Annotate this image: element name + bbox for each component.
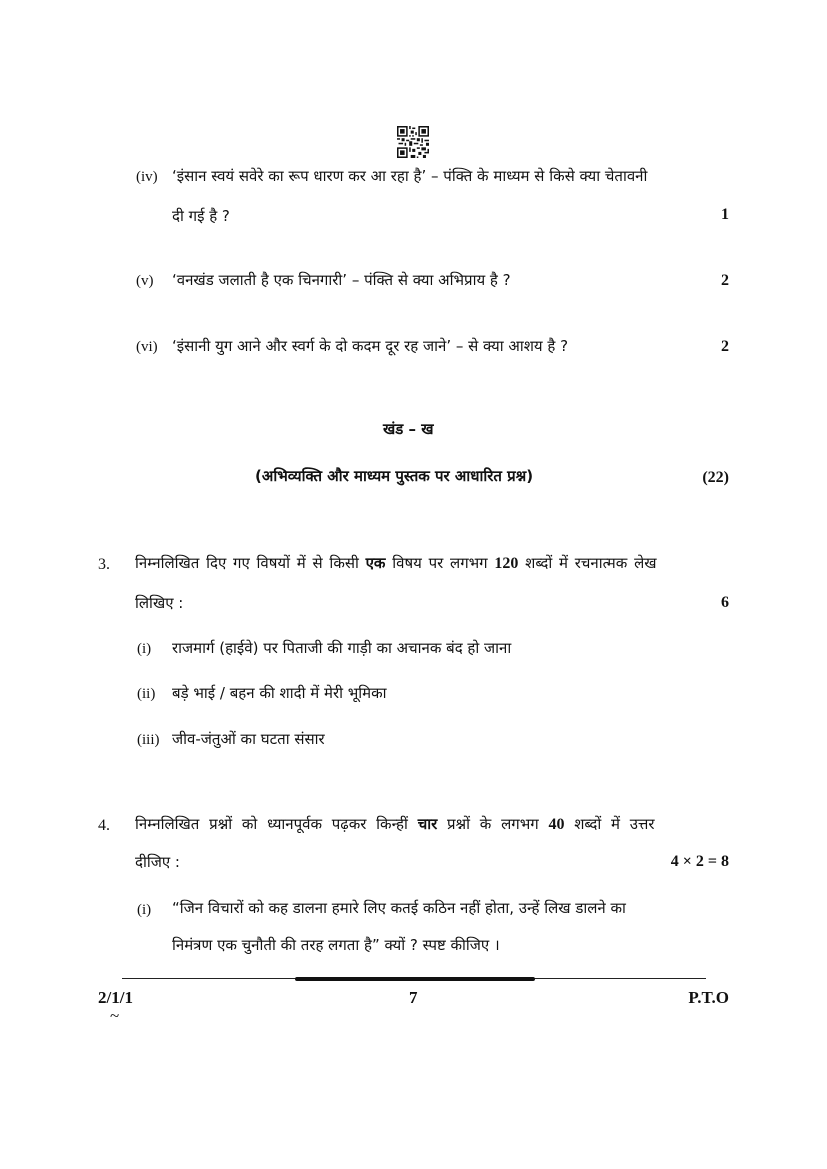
paper-code: 2/1/1 (98, 988, 133, 1007)
q2-iv-text-line2: दी गई है ? (172, 207, 230, 225)
page-number: 7 (409, 988, 418, 1007)
q2-vi-text: ‘इंसानी युग आने और स्वर्ग के दो कदम दूर रह जाने’ – से क्या आशय है ? (172, 337, 569, 355)
q3-marks: 6 (721, 594, 729, 611)
q3-option-i-text: राजमार्ग (हाईवे) पर पिताजी की गाड़ी का अचानक बंद हो जाना (172, 639, 512, 657)
section-total-marks: (22) (702, 469, 729, 486)
q3-option-iii-text: जीव-जंतुओं का घटता संसार (172, 730, 325, 748)
section-title: खंड – ख (383, 420, 434, 438)
q4-sub-i-number: (i) (137, 902, 152, 918)
footer-divider-thick (295, 977, 535, 981)
q4-text-line1: निम्नलिखित प्रश्नों को ध्यानपूर्वक पढ़कर किन्हीं चार प्रश्नों के लगभग 40 शब्दों में उत्तर (135, 815, 655, 833)
footer-tilde: ~ (110, 1006, 120, 1025)
q3-text-line2: लिखिए : (135, 594, 184, 612)
q4-marks: 4 × 2 = 8 (670, 853, 729, 870)
q2-vi-number: (vi) (136, 339, 158, 355)
qr-code (397, 126, 429, 158)
q2-v-marks: 2 (721, 272, 729, 289)
pto-label: P.T.O (688, 988, 729, 1007)
q4-sub-i-text-line1: “जिन विचारों को कह डालना हमारे लिए कतई कठिन नहीं होता, उन्हें लिख डालने का (172, 899, 626, 917)
q2-iv-number: (iv) (136, 169, 158, 185)
q3-option-ii-text: बड़े भाई / बहन की शादी में मेरी भूमिका (172, 684, 387, 702)
q3-option-ii-number: (ii) (137, 686, 156, 702)
section-subtitle: (अभिव्यक्ति और माध्यम पुस्तक पर आधारित प्रश्न) (255, 467, 534, 485)
q2-vi-marks: 2 (721, 338, 729, 355)
q2-iv-text-line1: ‘इंसान स्वयं सवेरे का रूप धारण कर आ रहा है’ – पंक्ति के माध्यम से किसे क्या चेतावनी (172, 167, 648, 185)
q4-sub-i-text-line2: निमंत्रण एक चुनौती की तरह लगता है” क्यों ? स्पष्ट कीजिए । (172, 936, 500, 954)
q2-v-text: ‘वनखंड जलाती है एक चिनगारी’ – पंक्ति से क्या अभिप्राय है ? (172, 271, 511, 289)
q3-number: 3. (98, 556, 110, 573)
q3-text-line1: निम्नलिखित दिए गए विषयों में से किसी एक विषय पर लगभग 120 शब्दों में रचनात्मक लेख (135, 554, 657, 572)
q3-option-i-number: (i) (137, 641, 152, 657)
q3-option-iii-number: (iii) (137, 732, 160, 748)
q4-number: 4. (98, 817, 110, 834)
q2-v-number: (v) (136, 273, 154, 289)
q2-iv-marks: 1 (721, 206, 729, 223)
q4-text-line2: दीजिए : (135, 853, 180, 871)
